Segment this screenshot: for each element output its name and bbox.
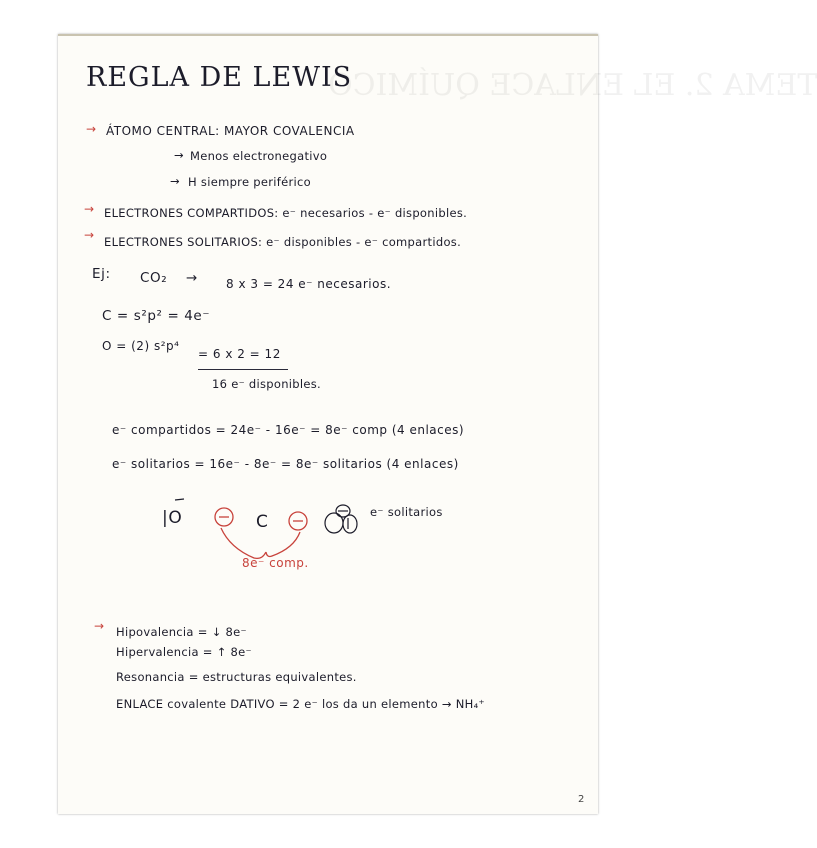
- arrow-bullet-icon: →: [94, 619, 105, 633]
- electrones-compartidos-line: ELECTRONES COMPARTIDOS: e⁻ necesarios - e⁻ disponibles.: [104, 206, 468, 220]
- arrow-bullet-icon: →: [86, 122, 97, 136]
- bleed-through-text: TEMA 2. EL ENLACE QUÍMICO: [328, 68, 817, 103]
- resonancia-line: Resonancia = estructuras equivalentes.: [116, 670, 357, 684]
- arrow-bullet-icon: →: [84, 228, 95, 242]
- electrones-solitarios-line: ELECTRONES SOLITARIOS: e⁻ disponibles - e⁻ compartidos.: [104, 235, 462, 249]
- ejemplo-label: Ej:: [92, 266, 111, 282]
- ejemplo-molecule: CO₂: [140, 270, 168, 286]
- arrow-icon: →: [186, 270, 198, 286]
- arrow-icon: →: [170, 174, 180, 188]
- total-disponibles: 16 e⁻ disponibles.: [212, 377, 322, 391]
- lewis-oxygen-left: |O: [162, 508, 183, 528]
- lewis-solitarios-label: e⁻ solitarios: [370, 505, 443, 519]
- solitarios-calculation: e⁻ solitarios = 16e⁻ - 8e⁻ = 8e⁻ solitarios (4 enlaces): [112, 457, 459, 471]
- page-number: 2: [578, 794, 585, 805]
- electrones-necesarios-calc: 8 x 3 = 24 e⁻ necesarios.: [226, 277, 392, 291]
- lewis-carbon: C: [256, 512, 269, 532]
- menos-electronegativo-line: Menos electronegativo: [190, 149, 328, 163]
- carbon-configuration: C = s²p² = 4e⁻: [102, 308, 211, 324]
- notebook-page: [58, 34, 817, 814]
- hipovalencia-line: Hipovalencia = ↓ 8e⁻: [116, 625, 247, 639]
- arrow-icon: →: [174, 148, 184, 162]
- arrow-bullet-icon: →: [84, 202, 95, 216]
- atomo-central-line: ÁTOMO CENTRAL: MAYOR COVALENCIA: [106, 124, 355, 138]
- oxygen-configuration: O = (2) s²p⁴: [102, 339, 180, 353]
- h-periferico-line: H siempre periférico: [188, 175, 311, 189]
- lewis-compartidos-label: 8e⁻ comp.: [242, 556, 309, 570]
- page-title: REGLA DE LEWIS: [86, 62, 353, 93]
- compartidos-calculation: e⁻ compartidos = 24e⁻ - 16e⁻ = 8e⁻ comp (4 enlaces): [112, 423, 465, 437]
- hipervalencia-line: Hipervalencia = ↑ 8e⁻: [116, 645, 252, 659]
- oxygen-electron-calc: = 6 x 2 = 12: [198, 347, 281, 361]
- lone-pair-circle-icon: [343, 515, 357, 533]
- enlace-dativo-line: ENLACE covalente DATIVO = 2 e⁻ los da un elemento → NH₄⁺: [116, 697, 485, 711]
